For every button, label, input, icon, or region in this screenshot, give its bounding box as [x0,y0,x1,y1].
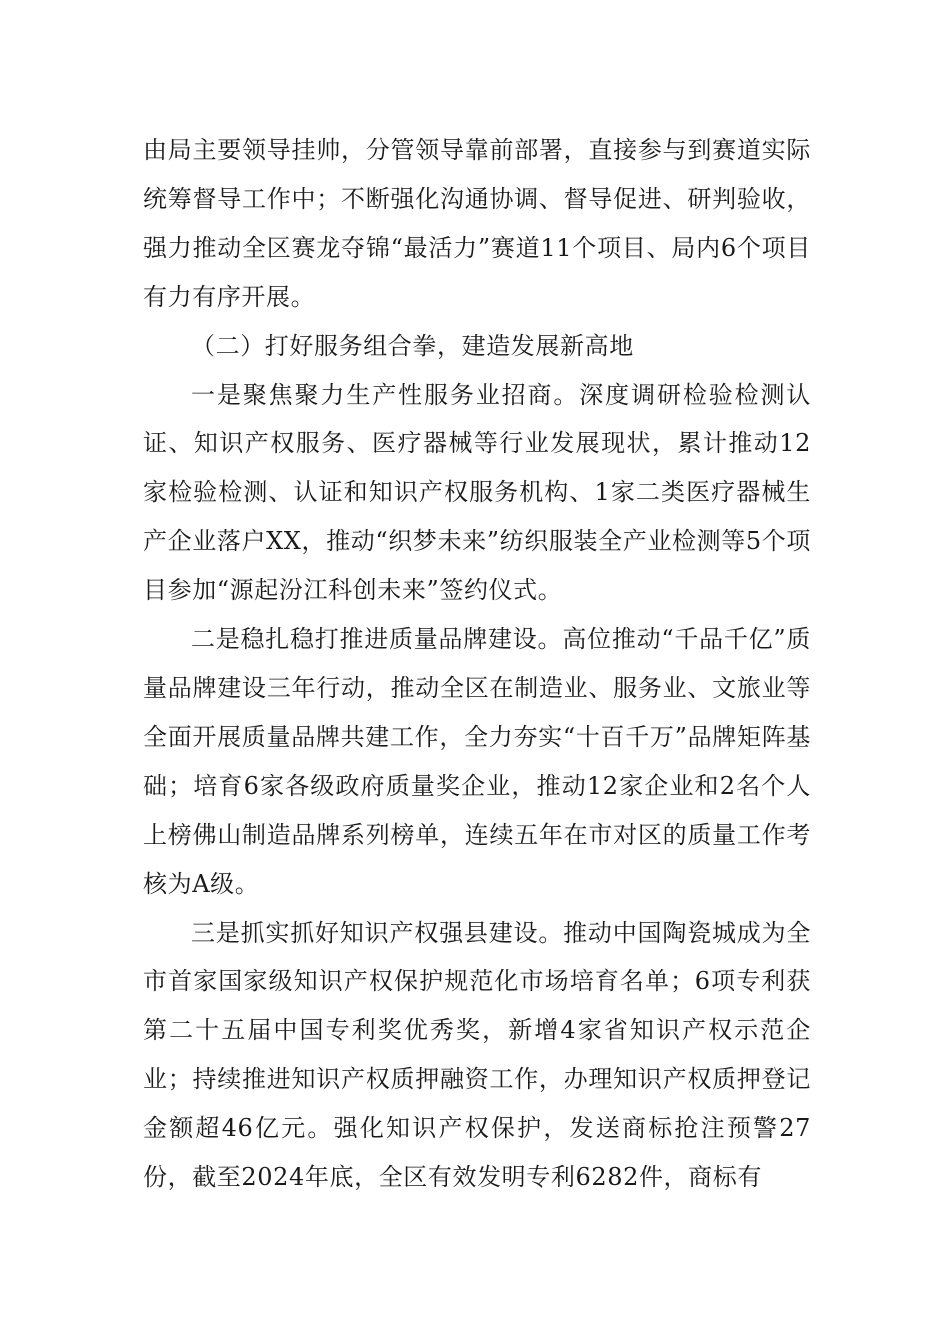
paragraph-quality-brand: 二是稳扎稳打推进质量品牌建设。高位推动“千品千亿”质量品牌建设三年行动，推动全区在制造业、服务业、文旅业等全面开展质量品牌共建工作，全力夯实“十百千万”品牌矩阵基础；培育6家各级政府质量奖企业，推动12家企业和2名个人上榜佛山制造品牌系列榜单，连续五年在市对区的质量工作考核为A级。 [143,625,811,898]
document-body [143,126,811,1202]
paragraph-investment: 一是聚焦聚力生产性服务业招商。深度调研检验检测认证、知识产权服务、医疗器械等行业发展现状，累计推动12家检验检测、认证和知识产权服务机构、1家二类医疗器械生产企业落户XX，推动“织梦未来”纺织服装全产业检测等5个项目参加“源起汾江科创未来”签约仪式。 [143,380,811,605]
paragraph-intellectual-property: 三是抓实抓好知识产权强县建设。推动中国陶瓷城成为全市首家国家级知识产权保护规范化市场培育名单；6项专利获第二十五届中国专利奖优秀奖，新增4家省知识产权示范企业；持续推进知识产权质押融资工作，办理知识产权质押登记金额超46亿元。强化知识产权保护，发送商标抢注预警27份，截至2024年底，全区有效发明专利6282件，商标有 [143,918,811,1192]
paragraph-continuation: 由局主要领导挂帅，分管领导靠前部署，直接参与到赛道实际统筹督导工作中；不断强化沟通协调、督导促进、研判验收，强力推动全区赛龙夺锦“最活力”赛道11个项目、局内6个项目有力有序开展。 [143,136,811,311]
section-heading: （二）打好服务组合拳，建造发展新高地 [191,331,634,360]
